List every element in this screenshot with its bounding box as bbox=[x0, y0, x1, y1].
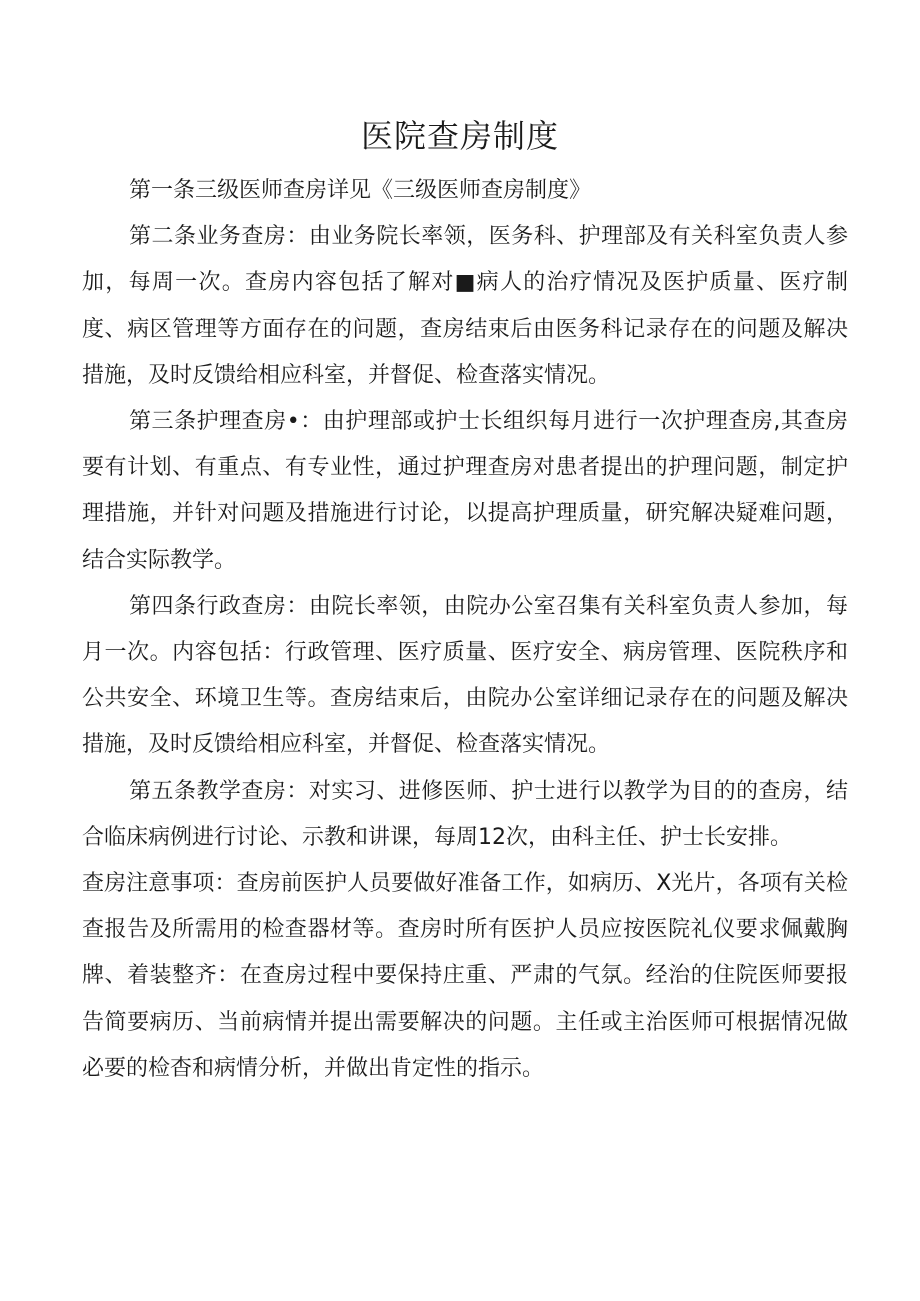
document-title: 医院查房制度 bbox=[360, 117, 559, 155]
rounds-notes-paragraph: 查房注意事项：查房前医护人员要做好准备工作，如病历、X光片，各项有关检查报告及所需用的检查器材等。查房时所有医护人员应按医院礼仪要求佩戴胸牌、着装整齐：在查房过程中要保持庄重、严肃的气氛。经治的住院医师要报告简要病历、当前病情并提出需要解决的问题。主任或主治医师可根据情况做必要的检杳和病情分析，并做出肯定性的指示。 bbox=[82, 871, 848, 1081]
article-5-paragraph: 第五条教学查房：对实习、进修医师、护士进行以教学为目的的查房，结合临床病例进行讨论、示教和讲课，每周12次，由科主任、护士长安排。 bbox=[82, 778, 848, 850]
document-body bbox=[82, 168, 848, 1092]
article-3-paragraph: 第三条护理查房•：由护理部或护士长组织每月进行一次护理查房,其查房要有计划、有重点、有专业性，通过护理查房对患者提出的护理问题，制定护理措施，并针对问题及措施进行讨论，以提高护理质量，研究解决疑难问题，结合实际教学。 bbox=[82, 409, 848, 573]
article-4-paragraph: 第四条行政查房：由院长率领，由院办公室召集有关科室负责人参加，每月一次。内容包括：行政管理、医疗质量、医疗安全、病房管理、医院秩序和公共安全、环境卫生等。查房结束后，由院办公室详细记录存在的问题及解决措施，及时反馈给相应科室，并督促、检查落实情况。 bbox=[82, 593, 848, 758]
article-1-paragraph: 第一条三级医师查房详见《三级医师查房制度》 bbox=[129, 178, 592, 203]
article-2-paragraph: 第二条业务查房：由业务院长率领，医务科、护理部及有关科室负责人参加，每周一次。查房内容包括了解对■病人的治疗情况及医护质量、医疗制度、病区管理等方面存在的问题，查房结束后由医务科记录存在的问题及解决措施，及时反馈给相应科室，并督促、检查落实情况。 bbox=[82, 224, 848, 388]
